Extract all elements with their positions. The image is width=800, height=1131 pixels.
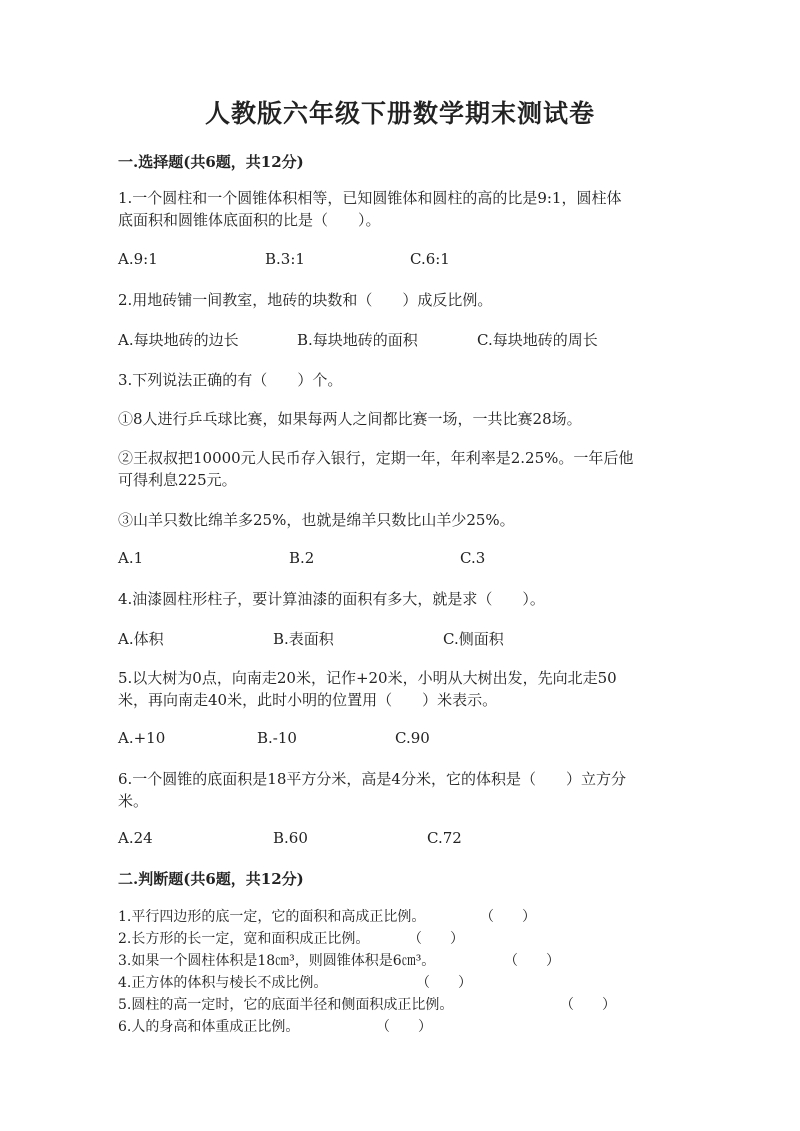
question-5-option-a: A.+10 — [118, 729, 166, 747]
question-4-line-1: 4.油漆圆柱形柱子，要计算油漆的面积有多大，就是求（ ）。 — [118, 590, 545, 608]
question-1-option-c: C.6:1 — [410, 250, 450, 268]
question-2-option-a: A.每块地砖的边长 — [118, 331, 239, 349]
question-2-option-b: B.每块地砖的面积 — [297, 331, 418, 349]
section-heading-choice: 一.选择题(共6题，共12分) — [118, 153, 304, 171]
judge-item-5-text: 5.圆柱的高一定时，它的底面半径和侧面积成正比例。 — [118, 997, 454, 1013]
judge-item-3-answer-blank: （ ） — [504, 953, 560, 969]
question-6-line-2: 米。 — [118, 792, 149, 810]
question-6-option-a: A.24 — [118, 829, 153, 847]
judge-item-4-answer-blank: （ ） — [416, 975, 472, 991]
page-title: 人教版六年级下册数学期末测试卷 — [204, 99, 595, 128]
question-2-option-c: C.每块地砖的周长 — [477, 331, 598, 349]
question-5-line-1: 5.以大树为0点，向南走20米，记作+20米，小明从大树出发，先向北走50 — [118, 669, 617, 687]
question-1-option-a: A.9:1 — [118, 250, 158, 268]
question-2-line-1: 2.用地砖铺一间教室，地砖的块数和（ ）成反比例。 — [118, 291, 493, 309]
question-5-option-c: C.90 — [395, 729, 430, 747]
section-heading-judgement: 二.判断题(共6题，共12分) — [118, 870, 304, 888]
question-3-option-a: A.1 — [118, 549, 144, 567]
question-4-option-a: A.体积 — [118, 630, 164, 648]
question-3-line-1: 3.下列说法正确的有（ ）个。 — [118, 371, 343, 389]
question-3-option-b: B.2 — [289, 549, 315, 567]
question-4-option-b: B.表面积 — [273, 630, 334, 648]
question-3-statement-2-line-1: ②王叔叔把10000元人民币存入银行，定期一年，年利率是2.25%。一年后他 — [118, 449, 634, 467]
question-3-statement-1: ①8人进行乒乓球比赛，如果每两人之间都比赛一场，一共比赛28场。 — [118, 410, 582, 428]
question-6-option-c: C.72 — [427, 829, 462, 847]
judge-item-4-text: 4.正方体的体积与棱长不成比例。 — [118, 975, 328, 991]
judge-item-2-answer-blank: （ ） — [408, 931, 464, 947]
question-5-option-b: B.-10 — [257, 729, 297, 747]
question-6-line-1: 6.一个圆锥的底面积是18平方分米，高是4分米，它的体积是（ ）立方分 — [118, 770, 626, 788]
question-6-option-b: B.60 — [273, 829, 308, 847]
judge-item-2-text: 2.长方形的长一定，宽和面积成正比例。 — [118, 931, 370, 947]
question-3-option-c: C.3 — [460, 549, 486, 567]
judge-item-1-text: 1.平行四边形的底一定，它的面积和高成正比例。 — [118, 909, 426, 925]
question-4-option-c: C.侧面积 — [443, 630, 504, 648]
judge-item-1-answer-blank: （ ） — [480, 909, 536, 925]
question-1-line-2: 底面积和圆锥体底面积的比是（ ）。 — [118, 211, 381, 229]
judge-item-5-answer-blank: （ ） — [560, 997, 616, 1013]
question-1-line-1: 1.一个圆柱和一个圆锥体积相等，已知圆锥体和圆柱的高的比是9:1，圆柱体 — [118, 189, 622, 207]
question-1-option-b: B.3:1 — [265, 250, 305, 268]
question-5-line-2: 米，再向南走40米，此时小明的位置用（ ）米表示。 — [118, 691, 498, 709]
judge-item-3-text: 3.如果一个圆柱体积是18㎝³，则圆锥体积是6㎝³。 — [118, 953, 436, 969]
judge-item-6-answer-blank: （ ） — [376, 1019, 432, 1035]
judge-item-6-text: 6.人的身高和体重成正比例。 — [118, 1019, 300, 1035]
question-3-statement-3: ③山羊只数比绵羊多25%，也就是绵羊只数比山羊少25%。 — [118, 511, 515, 529]
question-3-statement-2-line-2: 可得利息225元。 — [118, 471, 237, 489]
